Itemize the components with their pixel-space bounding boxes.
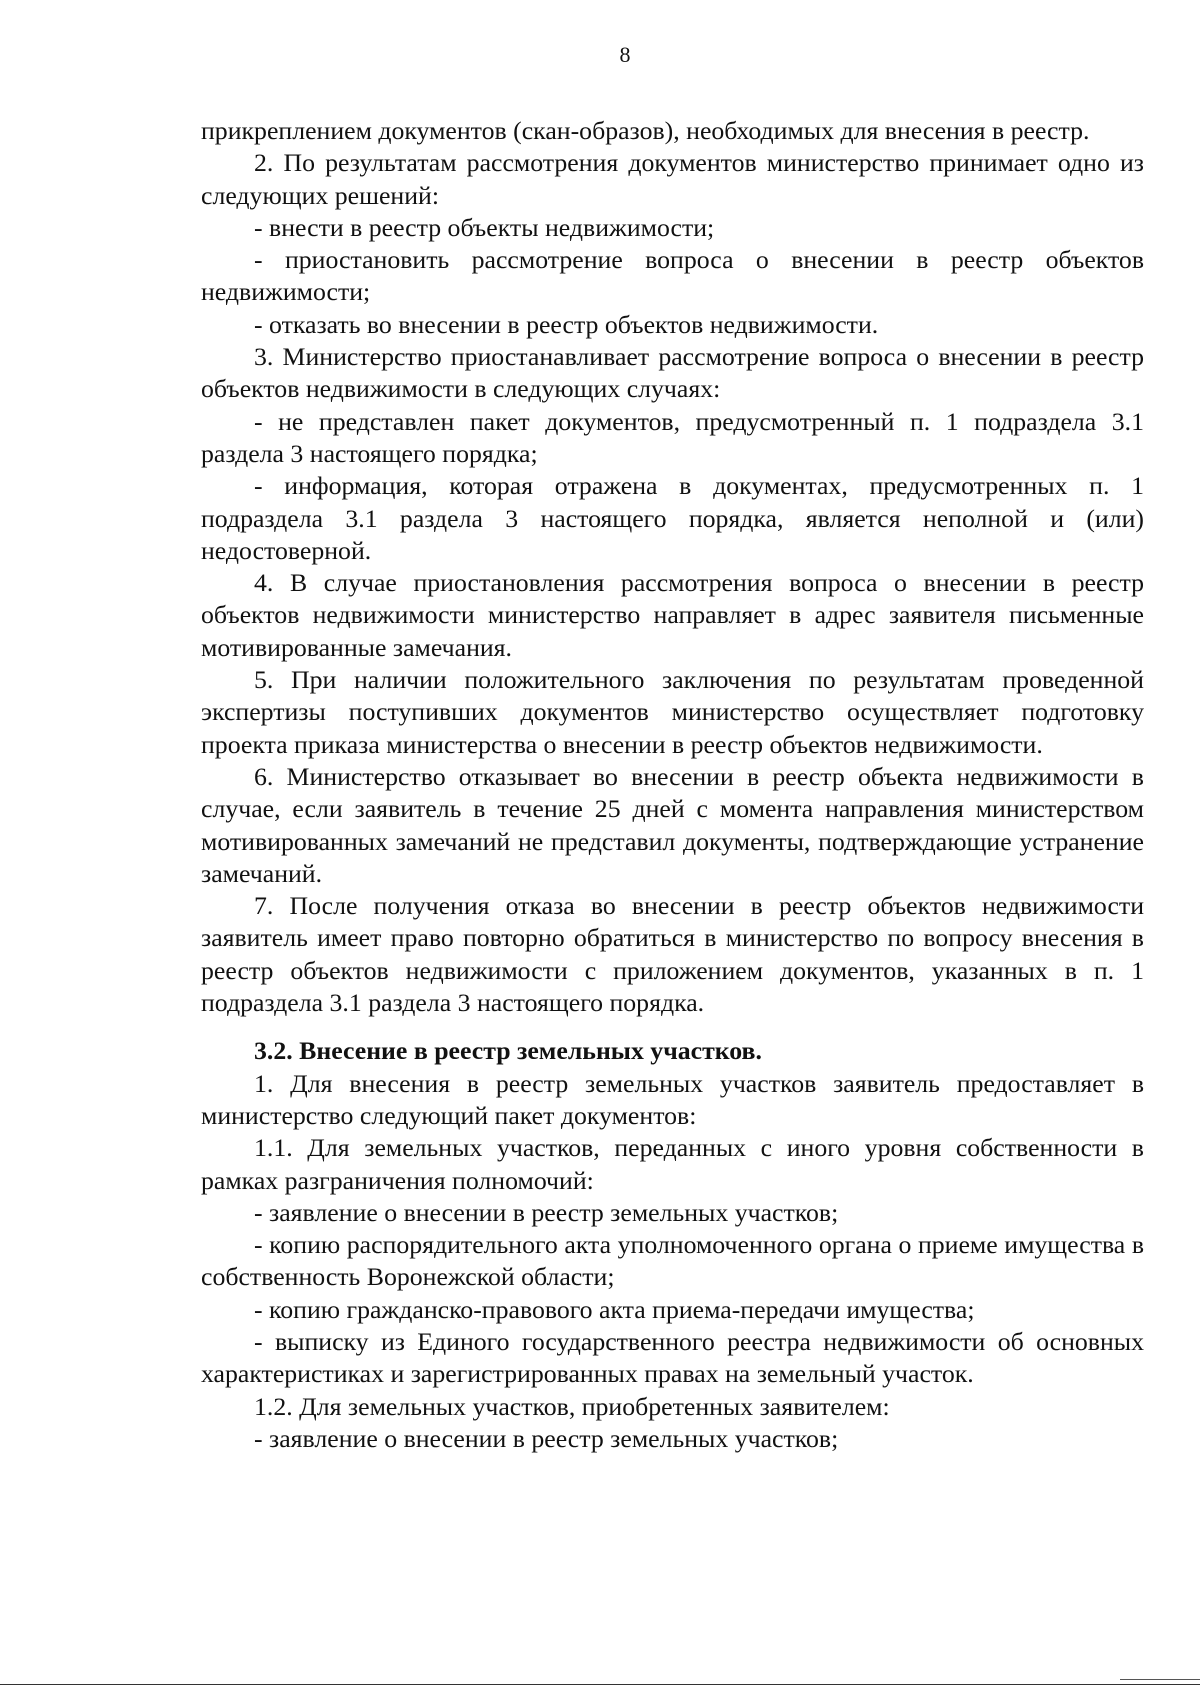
list-item: - выписку из Единого государственного реестра недвижимости об основных характеристиках и зарегистрированных правах на земельный участок. [201, 1326, 1144, 1389]
bottom-rule-fragment [1120, 1679, 1200, 1680]
list-item: - заявление о внесении в реестр земельных участков; [254, 1197, 839, 1227]
paragraph-subitem-1-2: 1.2. Для земельных участков, приобретенных заявителем: [254, 1391, 890, 1421]
list-item: - отказать во внесении в реестр объектов недвижимости. [254, 309, 879, 339]
paragraph-item-6: 6. Министерство отказывает во внесении в реестр объекта недвижимости в случае, если заявитель в течение 25 дней с момента направления министерством мотивированных замечаний не представил документы, подтверждающие устранение замечаний. [201, 761, 1144, 888]
paragraph-item-3: 3. Министерство приостанавливает рассмотрение вопроса о внесении в реестр объектов недвижимости в следующих случаях: [201, 342, 1144, 404]
list-item: - заявление о внесении в реестр земельных участков; [254, 1423, 839, 1453]
paragraph-item-2: 2. По результатам рассмотрения документов министерство принимает одно из следующих решений: [201, 148, 1144, 210]
document-body [201, 115, 1144, 1455]
paragraph-subitem-1-1: 1.1. Для земельных участков, переданных с иного уровня собственности в рамках разграничения полномочий: [201, 1133, 1144, 1195]
list-item: - не представлен пакет документов, предусмотренный п. 1 подраздела 3.1 раздела 3 настоящего порядка; [201, 406, 1144, 468]
bottom-rule [0, 1684, 1200, 1685]
section-heading: 3.2. Внесение в реестр земельных участков. [254, 1036, 762, 1066]
paragraph-continuation: прикреплением документов (скан-образов), необходимых для внесения в реестр. [201, 116, 1090, 145]
paragraph-item-1: 1. Для внесения в реестр земельных участков заявитель предоставляет в министерство следующий пакет документов: [201, 1068, 1144, 1130]
list-item: - приостановить рассмотрение вопроса о внесении в реестр объектов недвижимости; [201, 245, 1144, 307]
paragraph-item-5: 5. При наличии положительного заключения по результатам проведенной экспертизы поступивших документов министерство осуществляет подготовку проекта приказа министерства о внесении в реестр объектов недвижимости. [201, 665, 1144, 759]
page-number: 8 [619, 42, 631, 67]
paragraph-item-7: 7. После получения отказа во внесении в реестр объектов недвижимости заявитель имеет право повторно обратиться в министерство по вопросу внесения в реестр объектов недвижимости с приложением документов, указанных в п. 1 подраздела 3.1 раздела 3 настоящего порядка. [201, 891, 1144, 1018]
list-item: - копию распорядительного акта уполномоченного органа о приеме имущества в собственность Воронежской области; [201, 1230, 1144, 1292]
paragraph-item-4: 4. В случае приостановления рассмотрения вопроса о внесении в реестр объектов недвижимости министерство направляет в адрес заявителя письменные мотивированные замечания. [201, 568, 1144, 662]
list-item: - внести в реестр объекты недвижимости; [254, 212, 715, 242]
list-item: - копию гражданско-правового акта приема-передачи имущества; [254, 1294, 975, 1324]
list-item: - информация, которая отражена в документах, предусмотренных п. 1 подраздела 3.1 раздела 3 настоящего порядка, является неполной и (или) недостоверной. [201, 471, 1144, 565]
